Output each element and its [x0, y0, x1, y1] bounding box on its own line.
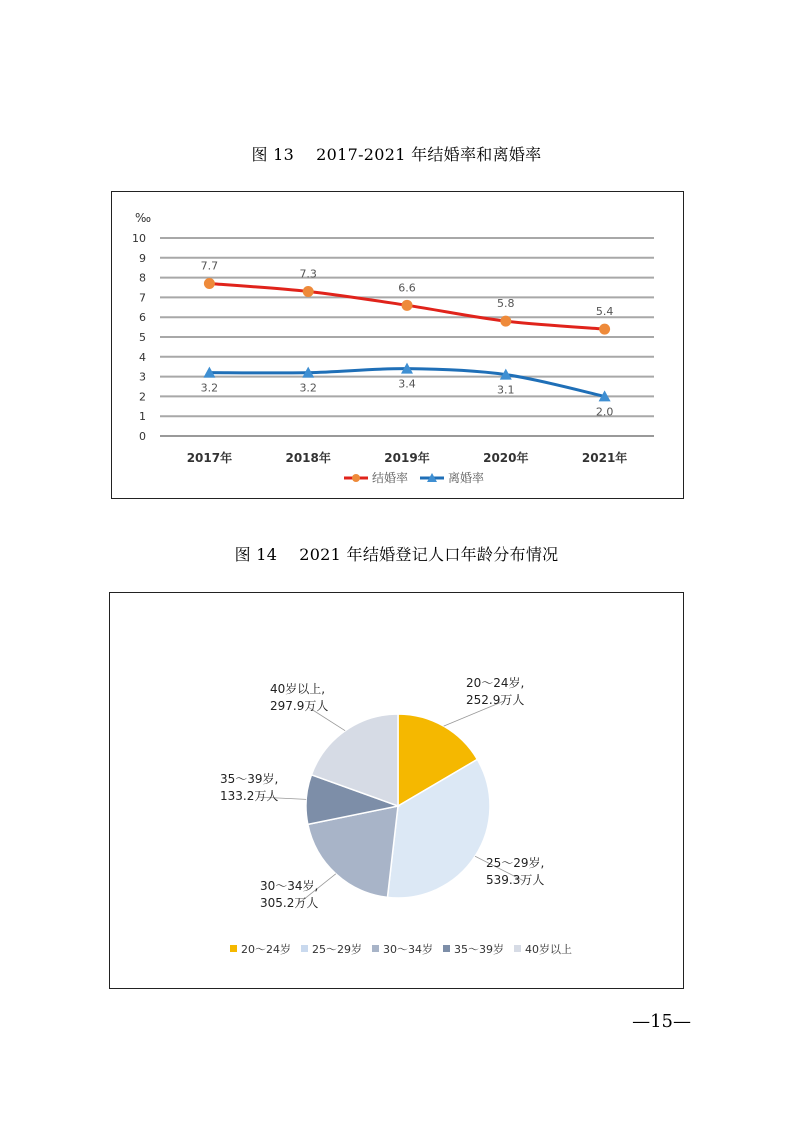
y-axis-unit: ‰ [134, 211, 152, 225]
legend-label-1: 25～29岁 [312, 943, 362, 956]
slice-label-0 [466, 675, 524, 707]
slice-label-name: 20～24岁, [466, 676, 525, 690]
x-tick-label: 2019年 [384, 451, 430, 465]
data-label: 2.0 [595, 405, 614, 419]
x-tick-label: 2017年 [186, 451, 233, 465]
data-point-marker [303, 286, 314, 297]
legend-swatch-1 [301, 945, 308, 952]
slice-label-1 [486, 855, 544, 887]
data-label: 5.4 [595, 305, 614, 319]
figure14-caption [0, 542, 793, 565]
x-tick-label: 2021年 [581, 451, 628, 465]
y-tick-label: 5 [139, 331, 146, 344]
figure13-caption [0, 142, 793, 165]
legend-marker [352, 474, 360, 482]
y-tick-label: 1 [139, 410, 146, 424]
slice-label-value: 539.3万人 [486, 873, 545, 887]
slice-label-value: 305.2万人 [260, 896, 319, 910]
legend-swatch-0 [230, 945, 237, 952]
y-tick-label: 3 [139, 370, 146, 384]
data-label: 5.8 [497, 297, 515, 311]
slice-label-name: 30～34岁, [260, 879, 319, 893]
slice-label-3 [220, 771, 278, 803]
slice-label-4 [270, 681, 328, 713]
slice-label-name: 25～29岁, [486, 856, 545, 870]
y-tick-label: 2 [139, 390, 146, 404]
data-label: 3.2 [299, 381, 317, 395]
y-tick-label: 7 [139, 291, 146, 305]
data-label: 7.3 [299, 267, 317, 281]
slice-label-2 [260, 878, 318, 910]
y-tick-label: 6 [139, 311, 146, 325]
legend-label-3: 35～39岁 [454, 943, 504, 956]
data-point-marker [599, 324, 610, 335]
line-chart [112, 192, 682, 497]
legend-swatch-3 [443, 945, 450, 952]
slice-label-value: 133.2万人 [220, 789, 279, 803]
legend-label-1: 离婚率 [448, 471, 485, 485]
legend-swatch-4 [514, 945, 521, 952]
pie-chart-frame [109, 592, 684, 989]
x-tick-label: 2020年 [483, 451, 529, 465]
data-point-marker [500, 316, 511, 327]
pie-chart [110, 593, 682, 987]
legend-label-0: 结婚率 [372, 471, 409, 485]
figure13-number: 图 13 [251, 145, 295, 164]
line-chart-frame [111, 191, 684, 499]
slice-label-value: 252.9万人 [466, 693, 525, 707]
y-tick-label: 4 [139, 350, 146, 364]
data-label: 3.1 [497, 383, 515, 397]
y-tick-label: 8 [139, 271, 146, 285]
slice-label-value: 297.9万人 [270, 699, 329, 713]
slice-label-name: 40岁以上, [270, 682, 326, 696]
slice-label-name: 35～39岁, [220, 772, 279, 786]
y-tick-label: 0 [139, 430, 146, 443]
page-number: —15— [632, 1011, 691, 1032]
legend-label-4: 40岁以上 [525, 943, 572, 956]
data-point-marker [204, 278, 215, 289]
data-label: 3.4 [398, 377, 416, 391]
figure14-title: 2021 年结婚登记人口年龄分布情况 [299, 545, 559, 564]
data-label: 7.7 [200, 259, 219, 273]
data-point-marker [402, 300, 413, 311]
figure13-title: 2017-2021 年结婚率和离婚率 [316, 145, 542, 164]
y-tick-label: 10 [132, 232, 146, 245]
legend-swatch-2 [372, 945, 379, 952]
x-tick-label: 2018年 [285, 451, 331, 465]
y-tick-label: 9 [139, 251, 146, 265]
figure14-number: 图 14 [234, 545, 278, 564]
data-label: 6.6 [398, 281, 416, 295]
legend-label-2: 30～34岁 [383, 943, 433, 956]
data-label: 3.2 [200, 381, 219, 395]
legend-label-0: 20～24岁 [241, 943, 291, 956]
